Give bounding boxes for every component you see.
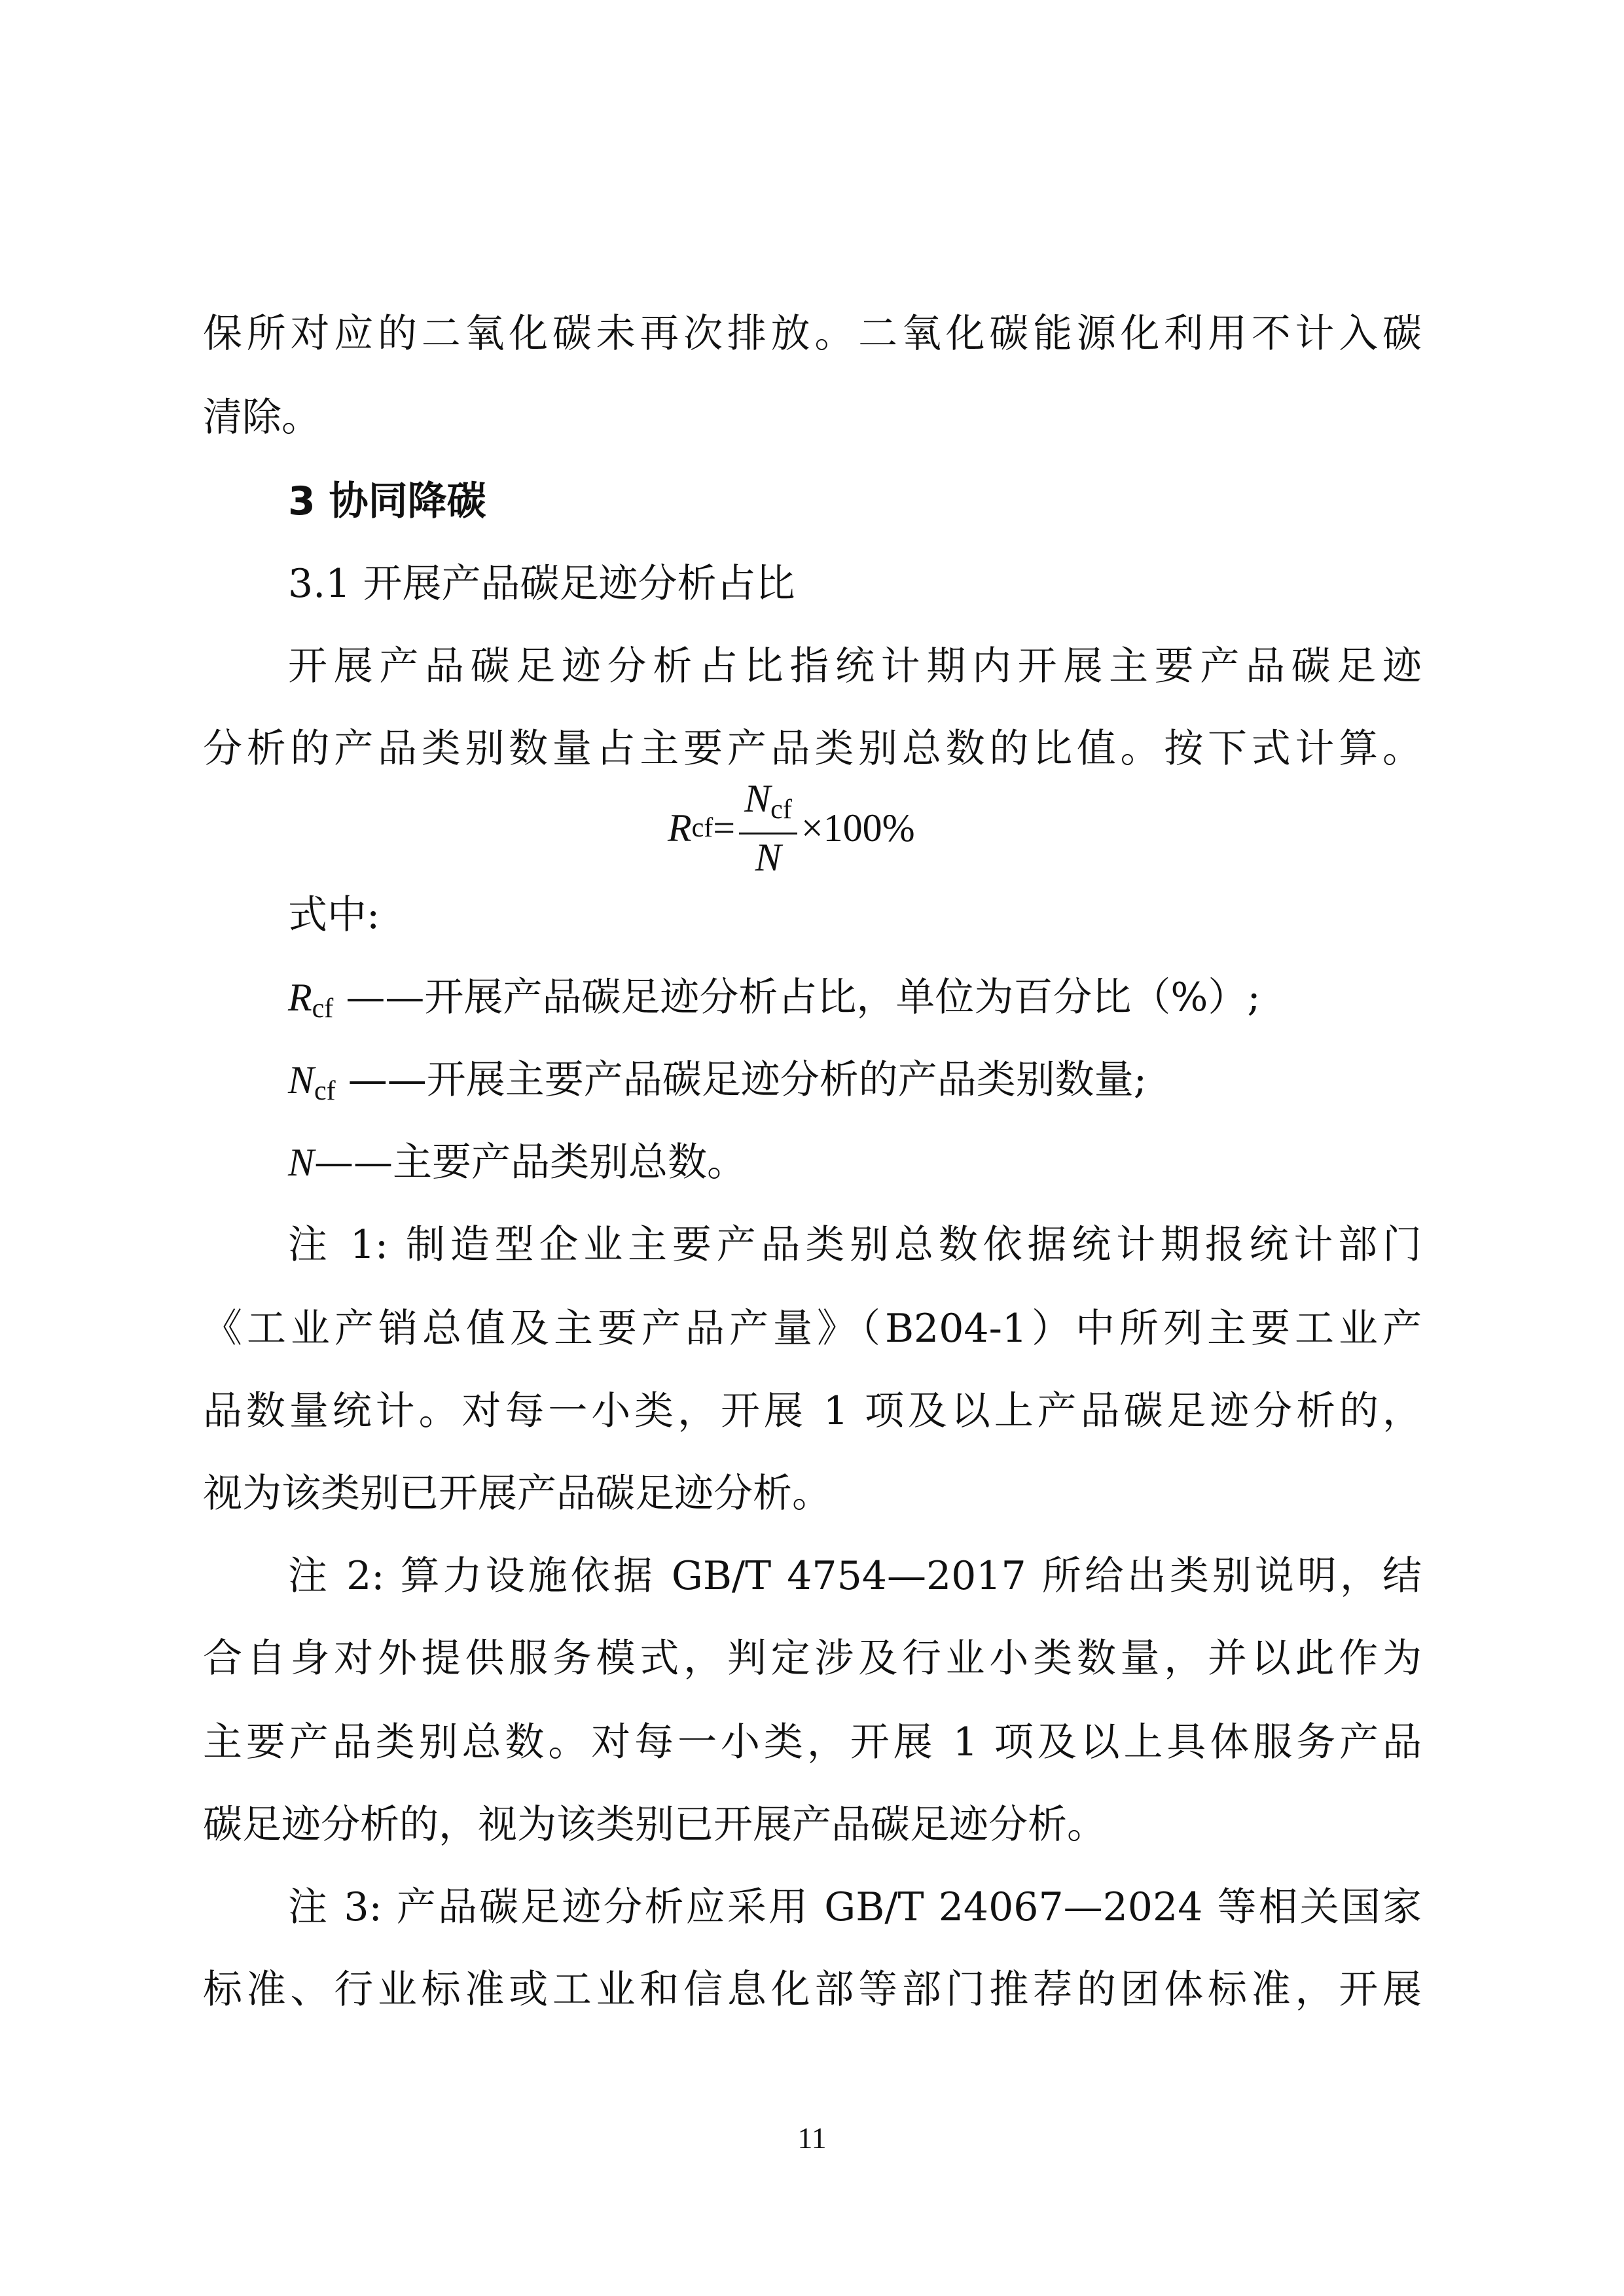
page-number: 11 bbox=[797, 2121, 827, 2155]
section-heading-3-1: 3.1 开展产品碳足迹分析占比 bbox=[288, 561, 795, 607]
note-1-line: 《工业产销总值及主要产品产量》（B204-1）中所列主要工业产 bbox=[203, 1306, 1422, 1352]
paragraph-line: 分析的产品类别数量占主要产品类别总数的比值。按下式计算。 bbox=[203, 726, 1422, 772]
where-item-ncf bbox=[288, 1054, 1147, 1106]
where-label: 式中: bbox=[288, 892, 380, 938]
note-1-line: 视为该类别已开展产品碳足迹分析。 bbox=[203, 1471, 831, 1516]
paragraph-line: 保所对应的二氧化碳未再次排放。二氧化碳能源化利用不计入碳 bbox=[203, 311, 1422, 357]
symbol-desc: ——开展主要产品碳足迹分析的产品类别数量; bbox=[335, 1057, 1147, 1103]
numerator-symbol: N bbox=[744, 777, 771, 820]
formula-numerator bbox=[739, 776, 797, 833]
formula-lhs: R bbox=[668, 806, 692, 850]
formula-equals: = bbox=[713, 806, 736, 850]
formula-lhs-sub: cf bbox=[691, 813, 713, 843]
note-3-line: 注 3: 产品碳足迹分析应采用 GB/T 24067—2024 等相关国家 bbox=[288, 1884, 1422, 1930]
formula bbox=[668, 776, 915, 880]
note-3-line: 标准、行业标准或工业和信息化部等部门推荐的团体标准，开展 bbox=[203, 1967, 1422, 2013]
symbol-sub: cf bbox=[314, 1076, 336, 1106]
formula-tail: ×100% bbox=[801, 806, 915, 850]
note-2-line: 合自身对外提供服务模式，判定涉及行业小类数量，并以此作为 bbox=[203, 1636, 1422, 1681]
where-item-rcf bbox=[288, 971, 1261, 1024]
note-1-line: 注 1: 制造型企业主要产品类别总数依据统计期报统计部门 bbox=[288, 1222, 1422, 1268]
symbol: R bbox=[288, 976, 312, 1019]
symbol-sub: cf bbox=[312, 994, 334, 1024]
where-item-n bbox=[288, 1136, 746, 1189]
section-heading-3: 3 协同降碳 bbox=[288, 478, 486, 524]
formula-fraction bbox=[739, 776, 797, 880]
formula-denominator: N bbox=[755, 836, 782, 879]
symbol-desc: ——开展产品碳足迹分析占比，单位为百分比（%）; bbox=[333, 975, 1261, 1020]
note-2-line: 主要产品类别总数。对每一小类，开展 1 项及以上具体服务产品 bbox=[203, 1719, 1422, 1765]
numerator-sub: cf bbox=[770, 795, 792, 825]
paragraph-line: 开展产品碳足迹分析占比指统计期内开展主要产品碳足迹 bbox=[288, 643, 1422, 689]
symbol: N bbox=[288, 1058, 315, 1102]
symbol-desc: ——主要产品类别总数。 bbox=[314, 1139, 747, 1185]
note-2-line: 碳足迹分析的，视为该类别已开展产品碳足迹分析。 bbox=[203, 1802, 1106, 1848]
paragraph-line: 清除。 bbox=[203, 395, 321, 440]
note-1-line: 品数量统计。对每一小类，开展 1 项及以上产品碳足迹分析的， bbox=[203, 1388, 1422, 1434]
symbol: N bbox=[288, 1141, 315, 1184]
note-2-line: 注 2: 算力设施依据 GB/T 4754—2017 所给出类别说明，结 bbox=[288, 1553, 1422, 1599]
